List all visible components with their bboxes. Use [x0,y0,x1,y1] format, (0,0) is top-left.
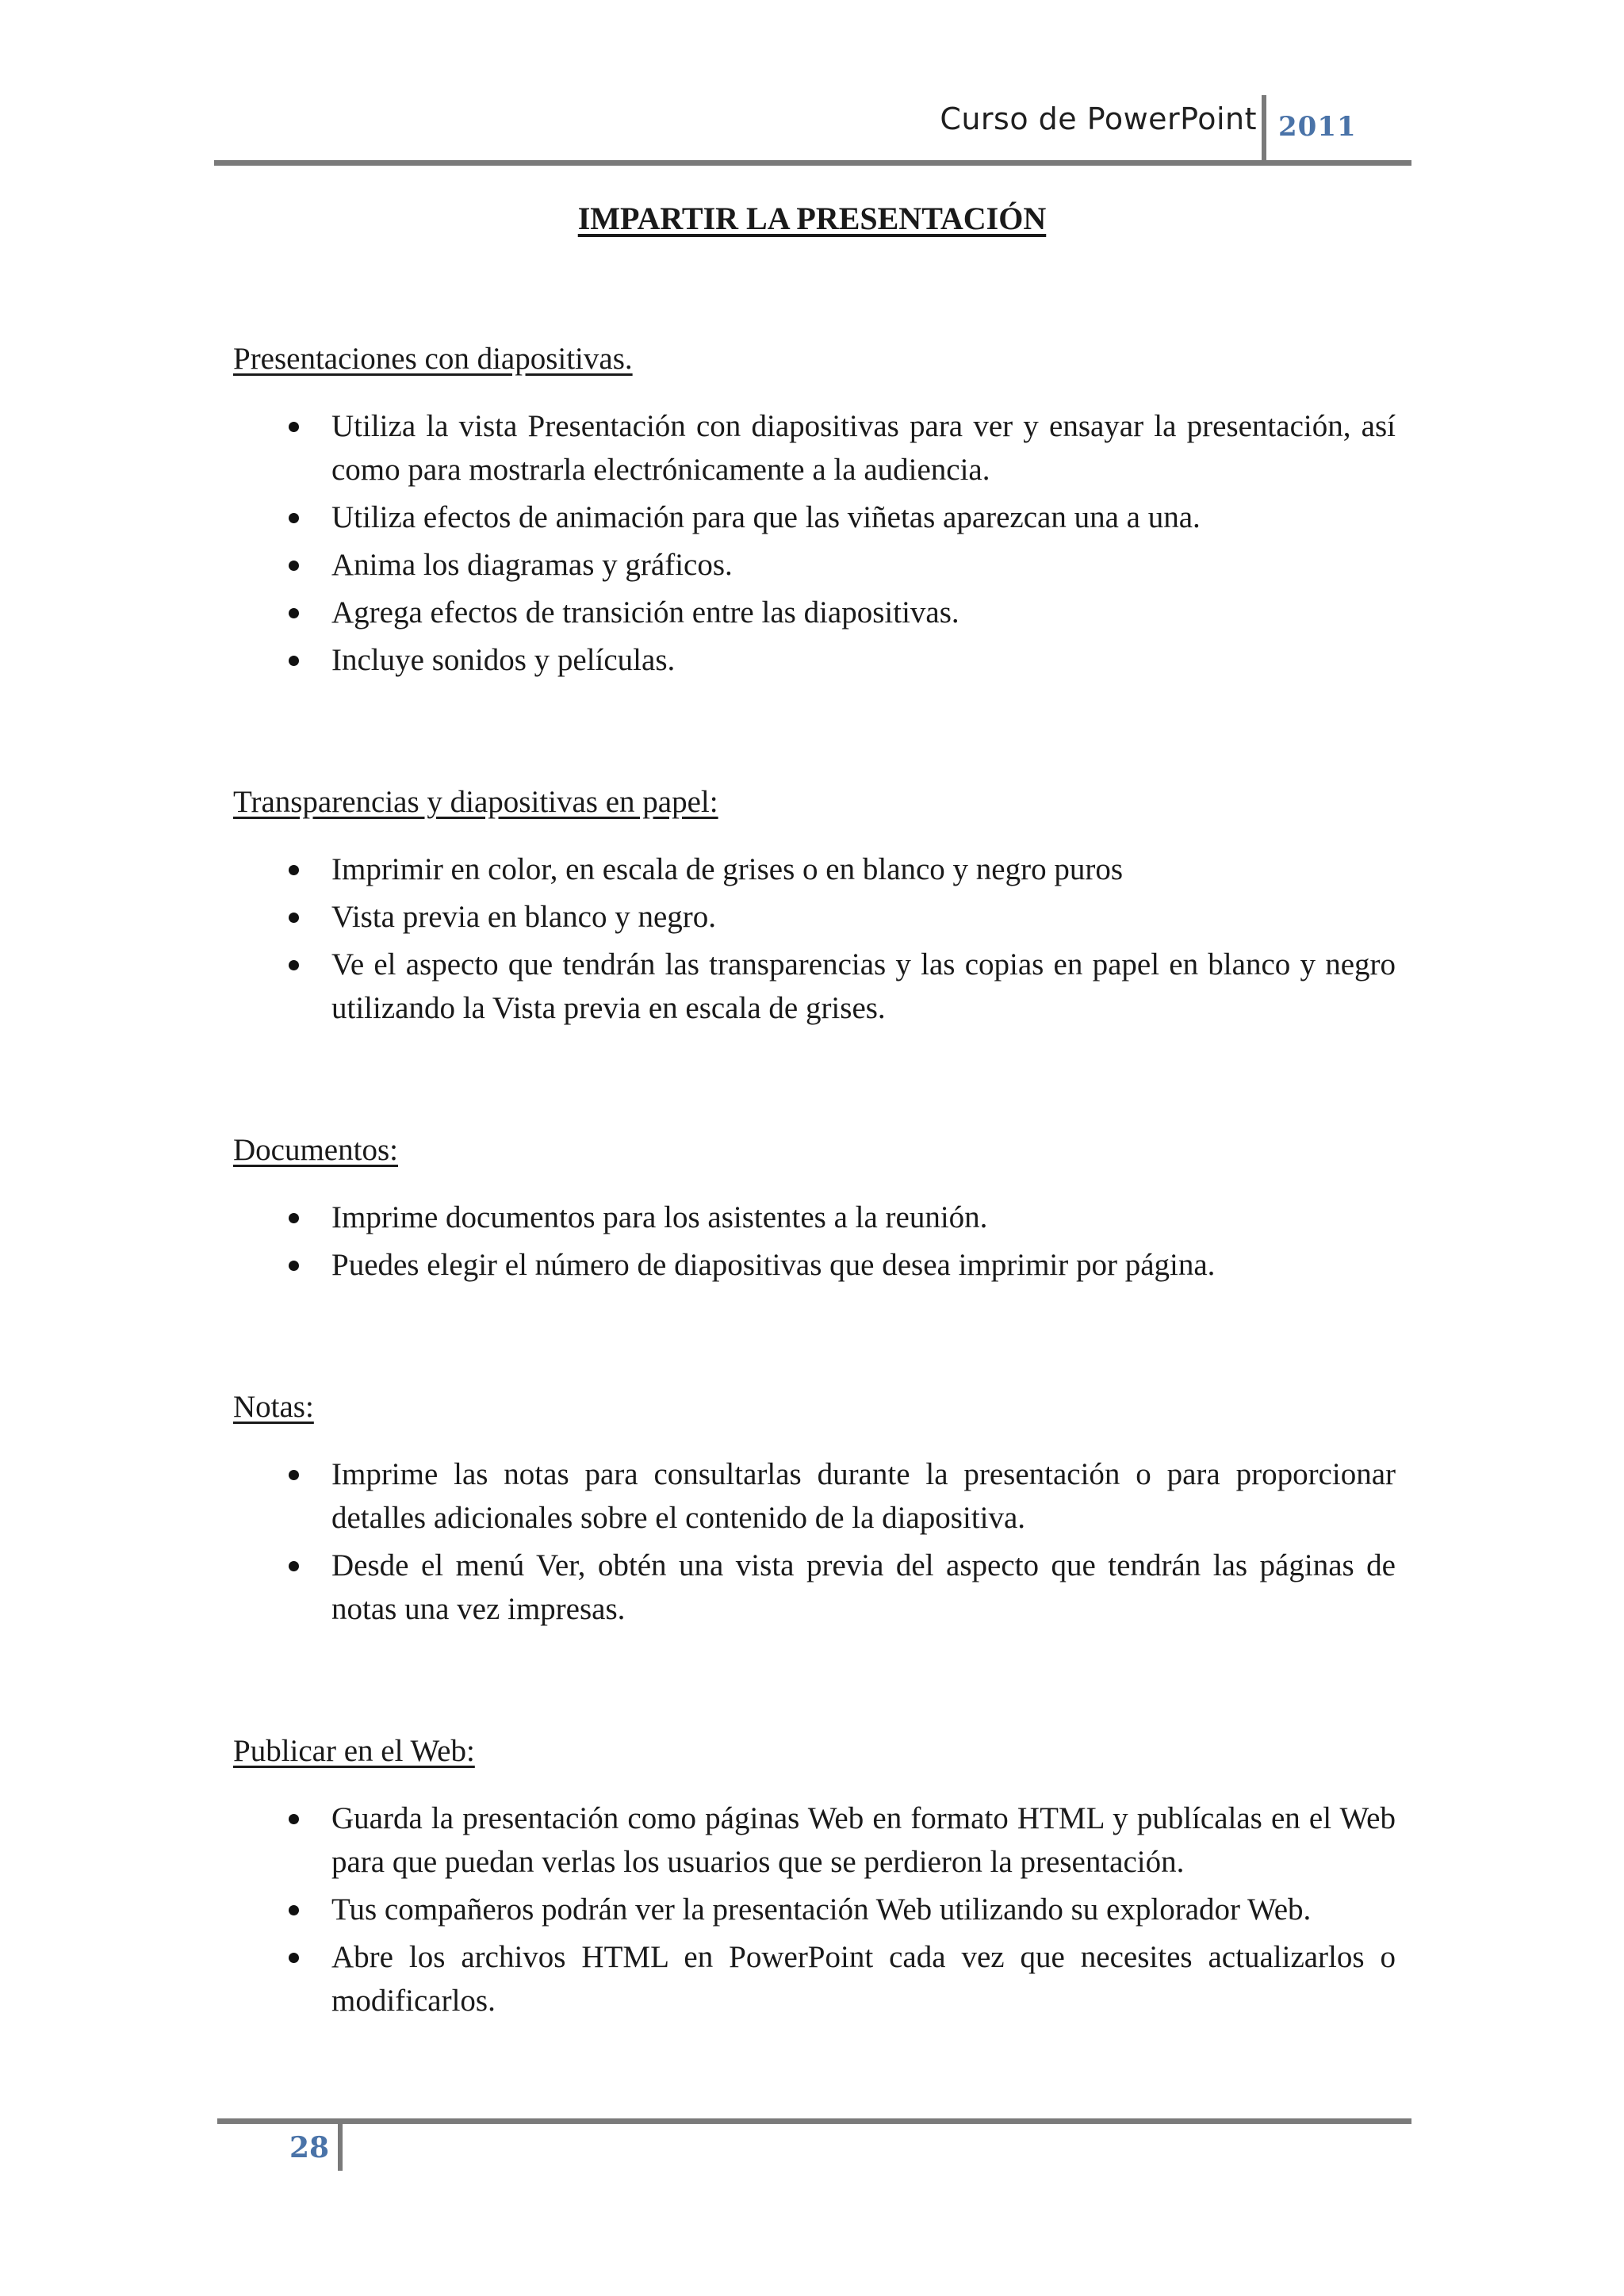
bullet-icon [289,1953,299,1963]
bullet-icon [289,960,299,970]
list-item-text: Desde el menú Ver, obtén una vista previa del aspecto que tendrán las páginas de notas una vez impresas. [331,1548,1396,1626]
bullet-list [233,1196,1396,1287]
list-item-text: Agrega efectos de transición entre las diapositivas. [331,595,959,629]
list-item-text: Utiliza efectos de animación para que las viñetas aparezcan una a una. [331,500,1201,534]
bullet-list [233,1797,1396,2022]
list-item [233,543,1396,587]
list-item-text: Utiliza la vista Presentación con diapositivas para ver y ensayar la presentación, así como para mostrarla electrónicamente a la audiencia. [331,409,1396,487]
list-item [233,1935,1396,2022]
list-item [233,638,1396,682]
bullet-icon [289,1213,299,1223]
header-year: 2011 [1278,111,1357,143]
document-title: IMPARTIR LA PRESENTACIÓN [577,201,1047,236]
list-item-text: Imprimir en color, en escala de grises o en blanco y negro puros [331,852,1124,886]
list-item-text: Tus compañeros podrán ver la presentación Web utilizando su explorador Web. [331,1892,1312,1927]
list-item-text: Ve el aspecto que tendrán las transparencias y las copias en papel en blanco y negro utilizando la Vista previa en escala de grises. [331,947,1396,1025]
bullet-icon [289,1561,299,1571]
list-item [233,1452,1396,1540]
bullet-icon [289,1814,299,1824]
bullet-icon [289,561,299,571]
list-item [233,848,1396,891]
section-heading: Publicar en el Web: [233,1734,475,1768]
bullet-icon [289,422,299,432]
section-publicar-web [233,1728,1396,2022]
section-documentos [233,1127,1396,1287]
list-item-text: Abre los archivos HTML en PowerPoint cada vez que necesites actualizarlos o modificarlos. [331,1940,1396,2018]
section-presentaciones [233,336,1396,682]
section-heading: Documentos: [233,1133,398,1167]
section-transparencias [233,779,1396,1030]
bullet-list [233,404,1396,682]
bullet-icon [289,1261,299,1271]
list-item-text: Imprime documentos para los asistentes a la reunión. [331,1200,988,1234]
footer-rule [217,2118,1411,2124]
bullet-icon [289,1470,299,1480]
bullet-icon [289,656,299,666]
bullet-list [233,848,1396,1030]
bullet-list [233,1452,1396,1631]
list-item [233,1544,1396,1631]
list-item-text: Imprime las notas para consultarlas durante la presentación o para proporcionar detalles adicionales sobre el contenido de la diapositiva. [331,1457,1396,1535]
bullet-icon [289,913,299,923]
bullet-icon [289,513,299,523]
section-heading: Notas: [233,1390,314,1424]
section-heading: Presentaciones con diapositivas. [233,342,633,376]
list-item [233,1243,1396,1287]
bullet-icon [289,1905,299,1915]
header-divider [1262,95,1266,163]
footer-divider [338,2118,343,2171]
document-body [233,336,1396,2026]
list-item [233,1196,1396,1239]
list-item [233,591,1396,634]
bullet-icon [289,865,299,875]
list-item [233,1888,1396,1931]
page-number: 28 [289,2131,330,2164]
list-item-text: Vista previa en blanco y negro. [331,900,716,934]
list-item-text: Anima los diagramas y gráficos. [331,548,733,582]
list-item [233,404,1396,492]
section-heading: Transparencias y diapositivas en papel: [233,785,718,819]
list-item [233,943,1396,1030]
list-item-text: Puedes elegir el número de diapositivas que desea imprimir por página. [331,1248,1216,1282]
section-notas [233,1384,1396,1631]
list-item-text: Incluye sonidos y películas. [331,643,676,677]
list-item-text: Guarda la presentación como páginas Web en formato HTML y publícalas en el Web para que puedan verlas los usuarios que se perdieron la presentación. [331,1801,1396,1879]
header-rule [214,160,1411,166]
list-item [233,895,1396,939]
list-item [233,496,1396,539]
bullet-icon [289,608,299,618]
header-title: Curso de PowerPoint [940,101,1257,136]
list-item [233,1797,1396,1884]
